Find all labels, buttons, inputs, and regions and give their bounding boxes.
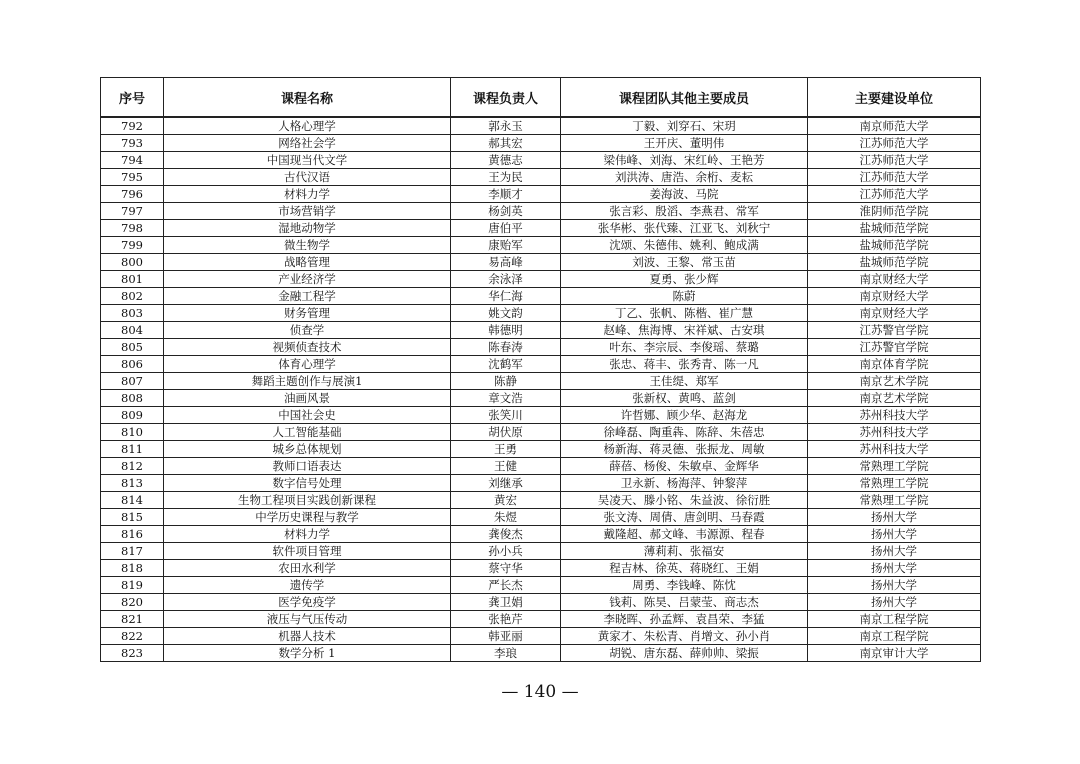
cell-serial: 795 bbox=[101, 169, 164, 186]
table-row bbox=[101, 254, 981, 271]
cell-team-members: 王佳缇、郑军 bbox=[561, 373, 808, 390]
cell-institution: 常熟理工学院 bbox=[808, 475, 981, 492]
cell-course-name: 人格心理学 bbox=[164, 117, 451, 135]
cell-course-name: 材料力学 bbox=[164, 186, 451, 203]
cell-institution: 南京艺术学院 bbox=[808, 390, 981, 407]
cell-team-members: 许哲娜、顾少华、赵海龙 bbox=[561, 407, 808, 424]
cell-course-leader: 章文浩 bbox=[451, 390, 561, 407]
cell-course-leader: 陈春涛 bbox=[451, 339, 561, 356]
cell-course-leader: 王为民 bbox=[451, 169, 561, 186]
cell-course-leader: 孙小兵 bbox=[451, 543, 561, 560]
header-course-leader: 课程负责人 bbox=[451, 78, 561, 118]
cell-team-members: 梁伟峰、刘海、宋红岭、王艳芳 bbox=[561, 152, 808, 169]
cell-institution: 扬州大学 bbox=[808, 543, 981, 560]
cell-team-members: 夏勇、张少辉 bbox=[561, 271, 808, 288]
cell-team-members: 沈颂、朱德伟、姚利、鲍成满 bbox=[561, 237, 808, 254]
cell-course-leader: 姚文韵 bbox=[451, 305, 561, 322]
cell-course-name: 网络社会学 bbox=[164, 135, 451, 152]
cell-serial: 792 bbox=[101, 117, 164, 135]
table-row bbox=[101, 628, 981, 645]
cell-serial: 807 bbox=[101, 373, 164, 390]
cell-course-leader: 郭永玉 bbox=[451, 117, 561, 135]
cell-team-members: 丁毅、刘穿石、宋玥 bbox=[561, 117, 808, 135]
cell-course-leader: 唐伯平 bbox=[451, 220, 561, 237]
cell-serial: 821 bbox=[101, 611, 164, 628]
cell-team-members: 王开庆、董明伟 bbox=[561, 135, 808, 152]
cell-serial: 804 bbox=[101, 322, 164, 339]
cell-course-leader: 李顺才 bbox=[451, 186, 561, 203]
table-row bbox=[101, 373, 981, 390]
cell-course-leader: 龚俊杰 bbox=[451, 526, 561, 543]
table-row bbox=[101, 390, 981, 407]
cell-course-name: 人工智能基础 bbox=[164, 424, 451, 441]
table-row bbox=[101, 543, 981, 560]
table-row bbox=[101, 594, 981, 611]
cell-institution: 扬州大学 bbox=[808, 560, 981, 577]
cell-course-leader: 韩亚丽 bbox=[451, 628, 561, 645]
table-row bbox=[101, 135, 981, 152]
cell-course-name: 数学分析 1 bbox=[164, 645, 451, 662]
cell-team-members: 卫永新、杨海萍、钟黎萍 bbox=[561, 475, 808, 492]
cell-serial: 813 bbox=[101, 475, 164, 492]
cell-team-members: 吴凌天、滕小铭、朱益波、徐衍胜 bbox=[561, 492, 808, 509]
cell-team-members: 薄莉莉、张福安 bbox=[561, 543, 808, 560]
cell-institution: 苏州科技大学 bbox=[808, 424, 981, 441]
cell-team-members: 陈蔚 bbox=[561, 288, 808, 305]
cell-course-leader: 张艳芹 bbox=[451, 611, 561, 628]
cell-team-members: 刘波、王黎、常玉苗 bbox=[561, 254, 808, 271]
cell-institution: 盐城师范学院 bbox=[808, 237, 981, 254]
cell-institution: 盐城师范学院 bbox=[808, 254, 981, 271]
cell-course-leader: 韩德明 bbox=[451, 322, 561, 339]
cell-course-name: 古代汉语 bbox=[164, 169, 451, 186]
cell-serial: 809 bbox=[101, 407, 164, 424]
cell-team-members: 叶东、李宗辰、李俊瑶、蔡璐 bbox=[561, 339, 808, 356]
table-row bbox=[101, 526, 981, 543]
cell-serial: 806 bbox=[101, 356, 164, 373]
cell-institution: 常熟理工学院 bbox=[808, 492, 981, 509]
table-row bbox=[101, 203, 981, 220]
cell-serial: 818 bbox=[101, 560, 164, 577]
cell-course-leader: 李琅 bbox=[451, 645, 561, 662]
cell-team-members: 张文涛、周倩、唐剑明、马春霞 bbox=[561, 509, 808, 526]
cell-serial: 810 bbox=[101, 424, 164, 441]
cell-course-name: 医学免疫学 bbox=[164, 594, 451, 611]
cell-institution: 南京财经大学 bbox=[808, 271, 981, 288]
cell-team-members: 丁乙、张帆、陈楷、崔广慧 bbox=[561, 305, 808, 322]
table-row bbox=[101, 611, 981, 628]
cell-course-name: 城乡总体规划 bbox=[164, 441, 451, 458]
cell-course-leader: 杨剑英 bbox=[451, 203, 561, 220]
table-row bbox=[101, 475, 981, 492]
cell-institution: 常熟理工学院 bbox=[808, 458, 981, 475]
cell-serial: 812 bbox=[101, 458, 164, 475]
table-row bbox=[101, 424, 981, 441]
table-row bbox=[101, 577, 981, 594]
cell-course-name: 视频侦查技术 bbox=[164, 339, 451, 356]
cell-team-members: 薛蓓、杨俊、朱敏卓、金辉华 bbox=[561, 458, 808, 475]
cell-team-members: 黄家才、朱松青、肖增文、孙小肖 bbox=[561, 628, 808, 645]
cell-course-name: 遗传学 bbox=[164, 577, 451, 594]
cell-course-leader: 刘继承 bbox=[451, 475, 561, 492]
cell-institution: 淮阴师范学院 bbox=[808, 203, 981, 220]
cell-serial: 808 bbox=[101, 390, 164, 407]
cell-course-name: 数字信号处理 bbox=[164, 475, 451, 492]
table-row bbox=[101, 152, 981, 169]
cell-team-members: 周勇、李钱峰、陈忱 bbox=[561, 577, 808, 594]
cell-course-name: 产业经济学 bbox=[164, 271, 451, 288]
cell-institution: 南京工程学院 bbox=[808, 628, 981, 645]
cell-course-name: 农田水利学 bbox=[164, 560, 451, 577]
table-row bbox=[101, 322, 981, 339]
table-row bbox=[101, 560, 981, 577]
cell-institution: 扬州大学 bbox=[808, 526, 981, 543]
cell-course-name: 舞蹈主题创作与展演1 bbox=[164, 373, 451, 390]
cell-serial: 805 bbox=[101, 339, 164, 356]
cell-serial: 823 bbox=[101, 645, 164, 662]
cell-serial: 814 bbox=[101, 492, 164, 509]
cell-team-members: 刘洪涛、唐浩、余桁、麦耘 bbox=[561, 169, 808, 186]
table-row bbox=[101, 305, 981, 322]
cell-institution: 南京体育学院 bbox=[808, 356, 981, 373]
cell-serial: 796 bbox=[101, 186, 164, 203]
cell-team-members: 张华彬、张代臻、江亚飞、刘秋宁 bbox=[561, 220, 808, 237]
cell-institution: 南京财经大学 bbox=[808, 288, 981, 305]
table-row bbox=[101, 237, 981, 254]
cell-institution: 扬州大学 bbox=[808, 577, 981, 594]
cell-course-leader: 王健 bbox=[451, 458, 561, 475]
cell-course-leader: 王勇 bbox=[451, 441, 561, 458]
cell-course-leader: 黄宏 bbox=[451, 492, 561, 509]
cell-course-name: 液压与气压传动 bbox=[164, 611, 451, 628]
cell-team-members: 戴隆超、郝文峰、韦源源、程春 bbox=[561, 526, 808, 543]
cell-serial: 799 bbox=[101, 237, 164, 254]
cell-course-name: 金融工程学 bbox=[164, 288, 451, 305]
header-team-members: 课程团队其他主要成员 bbox=[561, 78, 808, 118]
cell-serial: 794 bbox=[101, 152, 164, 169]
cell-course-leader: 张笑川 bbox=[451, 407, 561, 424]
table-row bbox=[101, 220, 981, 237]
cell-team-members: 张忠、蒋丰、张秀青、陈一凡 bbox=[561, 356, 808, 373]
cell-course-name: 材料力学 bbox=[164, 526, 451, 543]
cell-serial: 803 bbox=[101, 305, 164, 322]
cell-course-leader: 朱煜 bbox=[451, 509, 561, 526]
cell-course-leader: 龚卫娟 bbox=[451, 594, 561, 611]
cell-serial: 801 bbox=[101, 271, 164, 288]
cell-institution: 江苏警官学院 bbox=[808, 322, 981, 339]
cell-institution: 南京审计大学 bbox=[808, 645, 981, 662]
cell-institution: 南京艺术学院 bbox=[808, 373, 981, 390]
cell-course-name: 湿地动物学 bbox=[164, 220, 451, 237]
cell-institution: 江苏师范大学 bbox=[808, 135, 981, 152]
cell-course-name: 微生物学 bbox=[164, 237, 451, 254]
cell-course-leader: 康贻军 bbox=[451, 237, 561, 254]
cell-institution: 江苏师范大学 bbox=[808, 152, 981, 169]
table-row bbox=[101, 356, 981, 373]
table-row bbox=[101, 645, 981, 662]
cell-course-name: 中国现当代文学 bbox=[164, 152, 451, 169]
header-course-name: 课程名称 bbox=[164, 78, 451, 118]
cell-course-name: 教师口语表达 bbox=[164, 458, 451, 475]
cell-institution: 扬州大学 bbox=[808, 594, 981, 611]
cell-course-name: 中国社会史 bbox=[164, 407, 451, 424]
table-row bbox=[101, 169, 981, 186]
cell-course-name: 市场营销学 bbox=[164, 203, 451, 220]
cell-institution: 江苏警官学院 bbox=[808, 339, 981, 356]
cell-course-name: 战略管理 bbox=[164, 254, 451, 271]
cell-course-name: 生物工程项目实践创新课程 bbox=[164, 492, 451, 509]
cell-course-name: 机器人技术 bbox=[164, 628, 451, 645]
table-row bbox=[101, 117, 981, 135]
table-row bbox=[101, 407, 981, 424]
cell-institution: 南京工程学院 bbox=[808, 611, 981, 628]
table-row bbox=[101, 441, 981, 458]
cell-serial: 817 bbox=[101, 543, 164, 560]
cell-course-leader: 沈鹤军 bbox=[451, 356, 561, 373]
cell-course-name: 油画风景 bbox=[164, 390, 451, 407]
cell-team-members: 杨新海、蒋灵德、张振龙、周敏 bbox=[561, 441, 808, 458]
cell-institution: 南京财经大学 bbox=[808, 305, 981, 322]
table-row bbox=[101, 339, 981, 356]
course-table bbox=[100, 77, 981, 662]
cell-serial: 815 bbox=[101, 509, 164, 526]
cell-team-members: 徐峰磊、陶重犇、陈辞、朱蓓忠 bbox=[561, 424, 808, 441]
cell-institution: 扬州大学 bbox=[808, 509, 981, 526]
cell-course-leader: 华仁海 bbox=[451, 288, 561, 305]
table-row bbox=[101, 271, 981, 288]
cell-course-name: 财务管理 bbox=[164, 305, 451, 322]
cell-course-leader: 严长杰 bbox=[451, 577, 561, 594]
cell-serial: 800 bbox=[101, 254, 164, 271]
cell-serial: 797 bbox=[101, 203, 164, 220]
cell-team-members: 张言彩、殷滔、李燕君、常军 bbox=[561, 203, 808, 220]
cell-course-name: 中学历史课程与教学 bbox=[164, 509, 451, 526]
cell-team-members: 程吉林、徐英、蒋晓红、王娟 bbox=[561, 560, 808, 577]
table-row bbox=[101, 288, 981, 305]
table-row bbox=[101, 509, 981, 526]
cell-institution: 盐城师范学院 bbox=[808, 220, 981, 237]
cell-team-members: 姜海波、马院 bbox=[561, 186, 808, 203]
cell-course-leader: 余泳泽 bbox=[451, 271, 561, 288]
cell-course-name: 软件项目管理 bbox=[164, 543, 451, 560]
cell-course-leader: 易高峰 bbox=[451, 254, 561, 271]
cell-serial: 802 bbox=[101, 288, 164, 305]
cell-course-name: 侦查学 bbox=[164, 322, 451, 339]
cell-team-members: 赵峰、焦海博、宋祥斌、古安琪 bbox=[561, 322, 808, 339]
cell-serial: 811 bbox=[101, 441, 164, 458]
cell-course-leader: 郝其宏 bbox=[451, 135, 561, 152]
table-row bbox=[101, 458, 981, 475]
table-row bbox=[101, 186, 981, 203]
cell-course-leader: 陈静 bbox=[451, 373, 561, 390]
cell-course-leader: 黄德志 bbox=[451, 152, 561, 169]
table-body bbox=[101, 117, 981, 662]
cell-serial: 820 bbox=[101, 594, 164, 611]
cell-institution: 苏州科技大学 bbox=[808, 441, 981, 458]
table-header-row bbox=[101, 78, 981, 118]
cell-institution: 苏州科技大学 bbox=[808, 407, 981, 424]
header-institution: 主要建设单位 bbox=[808, 78, 981, 118]
cell-serial: 819 bbox=[101, 577, 164, 594]
cell-serial: 793 bbox=[101, 135, 164, 152]
cell-serial: 816 bbox=[101, 526, 164, 543]
cell-institution: 江苏师范大学 bbox=[808, 186, 981, 203]
cell-team-members: 张新权、黄鸣、蓝剑 bbox=[561, 390, 808, 407]
cell-team-members: 李晓晖、孙孟辉、袁昌荣、李猛 bbox=[561, 611, 808, 628]
cell-institution: 江苏师范大学 bbox=[808, 169, 981, 186]
cell-institution: 南京师范大学 bbox=[808, 117, 981, 135]
cell-team-members: 钱莉、陈昊、吕蒙莹、商志杰 bbox=[561, 594, 808, 611]
cell-team-members: 胡锐、唐东磊、薛帅帅、梁振 bbox=[561, 645, 808, 662]
cell-course-name: 体育心理学 bbox=[164, 356, 451, 373]
cell-serial: 822 bbox=[101, 628, 164, 645]
table-row bbox=[101, 492, 981, 509]
cell-serial: 798 bbox=[101, 220, 164, 237]
cell-course-leader: 蔡守华 bbox=[451, 560, 561, 577]
header-serial: 序号 bbox=[101, 78, 164, 118]
page-number: — 140 — bbox=[501, 682, 579, 702]
cell-course-leader: 胡伏原 bbox=[451, 424, 561, 441]
